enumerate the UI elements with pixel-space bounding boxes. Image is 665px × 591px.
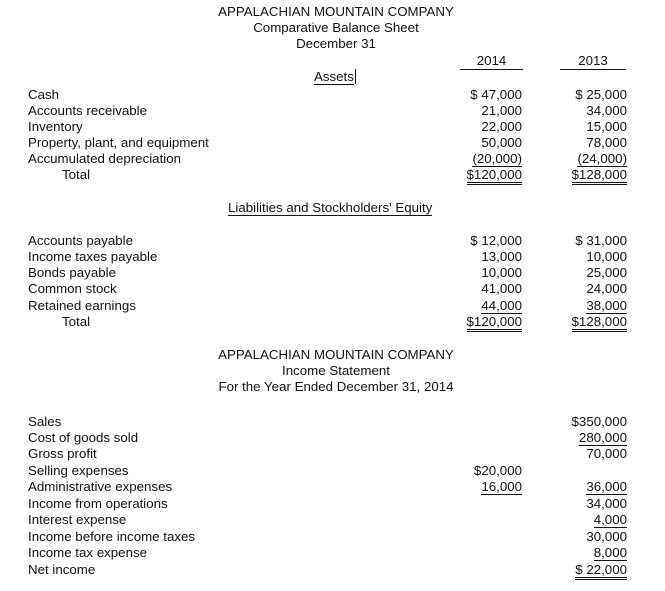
liability-value-2013: $ 31,000 [575, 233, 627, 248]
income-label: Cost of goods sold [28, 430, 139, 445]
income-value: 70,000 [586, 446, 627, 461]
asset-value-2014: (20,000) [472, 151, 522, 166]
liability-label: Bonds payable [28, 265, 116, 280]
income-statement-period: For the Year Ended December 31, 2014 [218, 379, 454, 394]
asset-label: Inventory [28, 119, 83, 134]
income-label: Net income [28, 562, 96, 577]
asset-value-2013: $ 25,000 [575, 87, 627, 102]
income-value: 34,000 [586, 496, 627, 511]
asset-label: Accumulated depreciation [28, 151, 182, 166]
column-header-2013: 2013 [560, 53, 626, 70]
asset-label: Accounts receivable [28, 103, 147, 118]
income-value: 8,000 [593, 545, 627, 560]
liability-value-2014: 13,000 [481, 249, 522, 264]
income-label: Income from operations [28, 496, 168, 511]
assets-heading: Assets [314, 69, 354, 84]
asset-label: Property, plant, and equipment [28, 135, 209, 150]
asset-value-2014: $ 47,000 [470, 87, 522, 102]
liability-value-2013: 24,000 [586, 281, 627, 296]
income-label: Income before income taxes [28, 529, 196, 544]
liability-label: Common stock [28, 281, 117, 296]
liability-value-2013: 10,000 [586, 249, 627, 264]
asset-value-2013: 34,000 [586, 103, 627, 118]
income-label: Gross profit [28, 446, 97, 461]
liability-value-2014: 41,000 [481, 281, 522, 296]
income-value: 280,000 [578, 430, 627, 445]
asset-value-2013: (24,000) [577, 151, 627, 166]
income-value: $350,000 [571, 414, 627, 429]
income-label: Income tax expense [28, 545, 148, 560]
asset-value-2013: 15,000 [586, 119, 627, 134]
liability-value-2014: $ 12,000 [470, 233, 522, 248]
liability-value-2014: 10,000 [481, 265, 522, 280]
liability-label: Income taxes payable [28, 249, 158, 264]
income-label: Selling expenses [28, 463, 129, 478]
balance-sheet-title: Comparative Balance Sheet [253, 20, 419, 35]
income-label: Interest expense [28, 512, 127, 527]
income-value: 4,000 [593, 512, 627, 527]
income-company-name: APPALACHIAN MOUNTAIN COMPANY [218, 347, 454, 362]
liability-value-2014: 44,000 [481, 298, 522, 313]
asset-value-2014: 50,000 [481, 135, 522, 150]
liability-total-label: Total [62, 314, 91, 329]
income-mid-value: $20,000 [473, 463, 522, 478]
liability-value-2013: 25,000 [586, 265, 627, 280]
income-value: 36,000 [586, 479, 627, 494]
asset-total-label: Total [62, 167, 91, 182]
income-value: 30,000 [586, 529, 627, 544]
liability-total-2014: $120,000 [452, 314, 522, 330]
text-cursor [355, 69, 356, 84]
net-income-value: $ 22,000 [552, 562, 627, 578]
liability-value-2013: 38,000 [586, 298, 627, 313]
liabilities-heading: Liabilities and Stockholders' Equity [228, 200, 433, 215]
asset-value-2014: 21,000 [481, 103, 522, 118]
liability-label: Accounts payable [28, 233, 133, 248]
income-mid-value: 16,000 [481, 479, 522, 494]
asset-value-2014: 22,000 [481, 119, 522, 134]
company-name: APPALACHIAN MOUNTAIN COMPANY [218, 4, 454, 19]
column-header-2014: 2014 [460, 53, 523, 70]
income-statement-title: Income Statement [282, 363, 390, 378]
income-label: Administrative expenses [28, 479, 173, 494]
liability-label: Retained earnings [28, 298, 136, 313]
asset-label: Cash [28, 87, 60, 102]
asset-value-2013: 78,000 [586, 135, 627, 150]
asset-total-2014: $120,000 [452, 167, 522, 183]
balance-sheet-date: December 31 [296, 36, 376, 51]
liability-total-2013: $128,000 [552, 314, 627, 330]
asset-total-2013: $128,000 [552, 167, 627, 183]
income-label: Sales [28, 414, 62, 429]
